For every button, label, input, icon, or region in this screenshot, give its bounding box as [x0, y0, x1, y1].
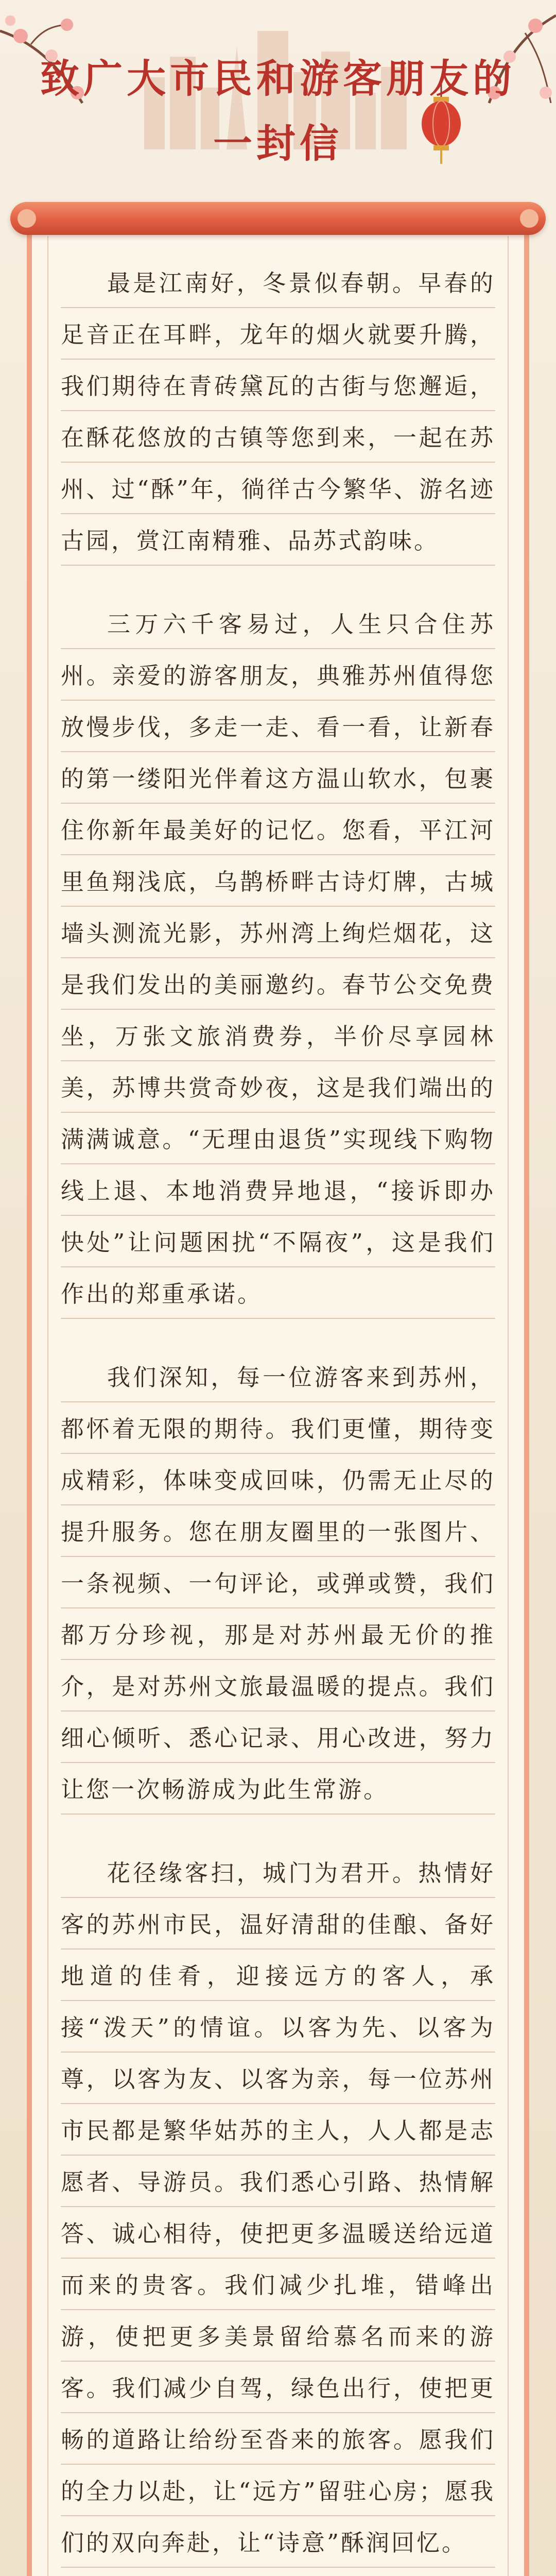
letter-body: [61, 258, 495, 2576]
header: [0, 0, 556, 196]
page-title-line-2: 一封信: [213, 121, 343, 166]
letter-paragraph: 我们深知，每一位游客来到苏州，都怀着无限的期待。我们更懂，期待变成精彩，体味变成回味，仍需无止尽的提升服务。您在朋友圈里的一张图片、一条视频、一句评论，或弹或赞，我们都万分珍视，那是对苏州最无价的推介，是对苏州文旅最温暖的提点。我们细心倾听、悉心记录、用心改进，努力让您一次畅游成为此生常游。: [61, 1352, 495, 1816]
scroll-top-rod: [10, 202, 546, 235]
letter-paragraph: 三万六千客易过，人生只合住苏州。亲爱的游客朋友，典雅苏州值得您放慢步伐，多走一走、看一看，让新春的第一缕阳光伴着这方温山软水，包裹住你新年最美好的记忆。您看，平江河里鱼翔浅底，乌鹊桥畔古诗灯牌，古城墙头测流光影，苏州湾上绚烂烟花，这是我们发出的美丽邀约。春节公交免费坐，万张文旅消费券，半价尽享园林美，苏博共赏奇妙夜，这是我们端出的满满诚意。“无理由退货”实现线下购物线上退、本地消费异地退，“接诉即办快处”让问题困扰“不隔夜”，这是我们作出的郑重承诺。: [61, 599, 495, 1320]
letter-paragraph: 最是江南好，冬景似春朝。早春的足音正在耳畔，龙年的烟火就要升腾，我们期待在青砖黛瓦的古街与您邂逅，在酥花悠放的古镇等您到来，一起在苏州、过“酥”年，徜徉古今繁华、游名迹古园，赏江南精雅、品苏式韵味。: [61, 258, 495, 567]
page-title-line-1: 致广大市民和游客朋友的: [40, 56, 516, 101]
letter-paragraph: 花径缘客扫，城门为君开。热情好客的苏州市民，温好清甜的佳酿、备好地道的佳肴，迎接远方的客人，承接“泼天”的情谊。以客为先、以客为尊，以客为友、以客为亲，每一位苏州市民都是繁华姑苏的主人，人人都是志愿者、导游员。我们悉心引路、热情解答、诚心相待，使把更多温暖送给远道而来的贵客。我们减少扎堆，错峰出游，使把更多美景留给慕名而来的游客。我们减少自驾，绿色出行，使把更畅的道路让给纷至沓来的旅客。愿我们的全力以赴，让“远方”留驻心房；愿我们的双向奔赴，让“诗意”酥润回忆。: [61, 1848, 495, 2569]
